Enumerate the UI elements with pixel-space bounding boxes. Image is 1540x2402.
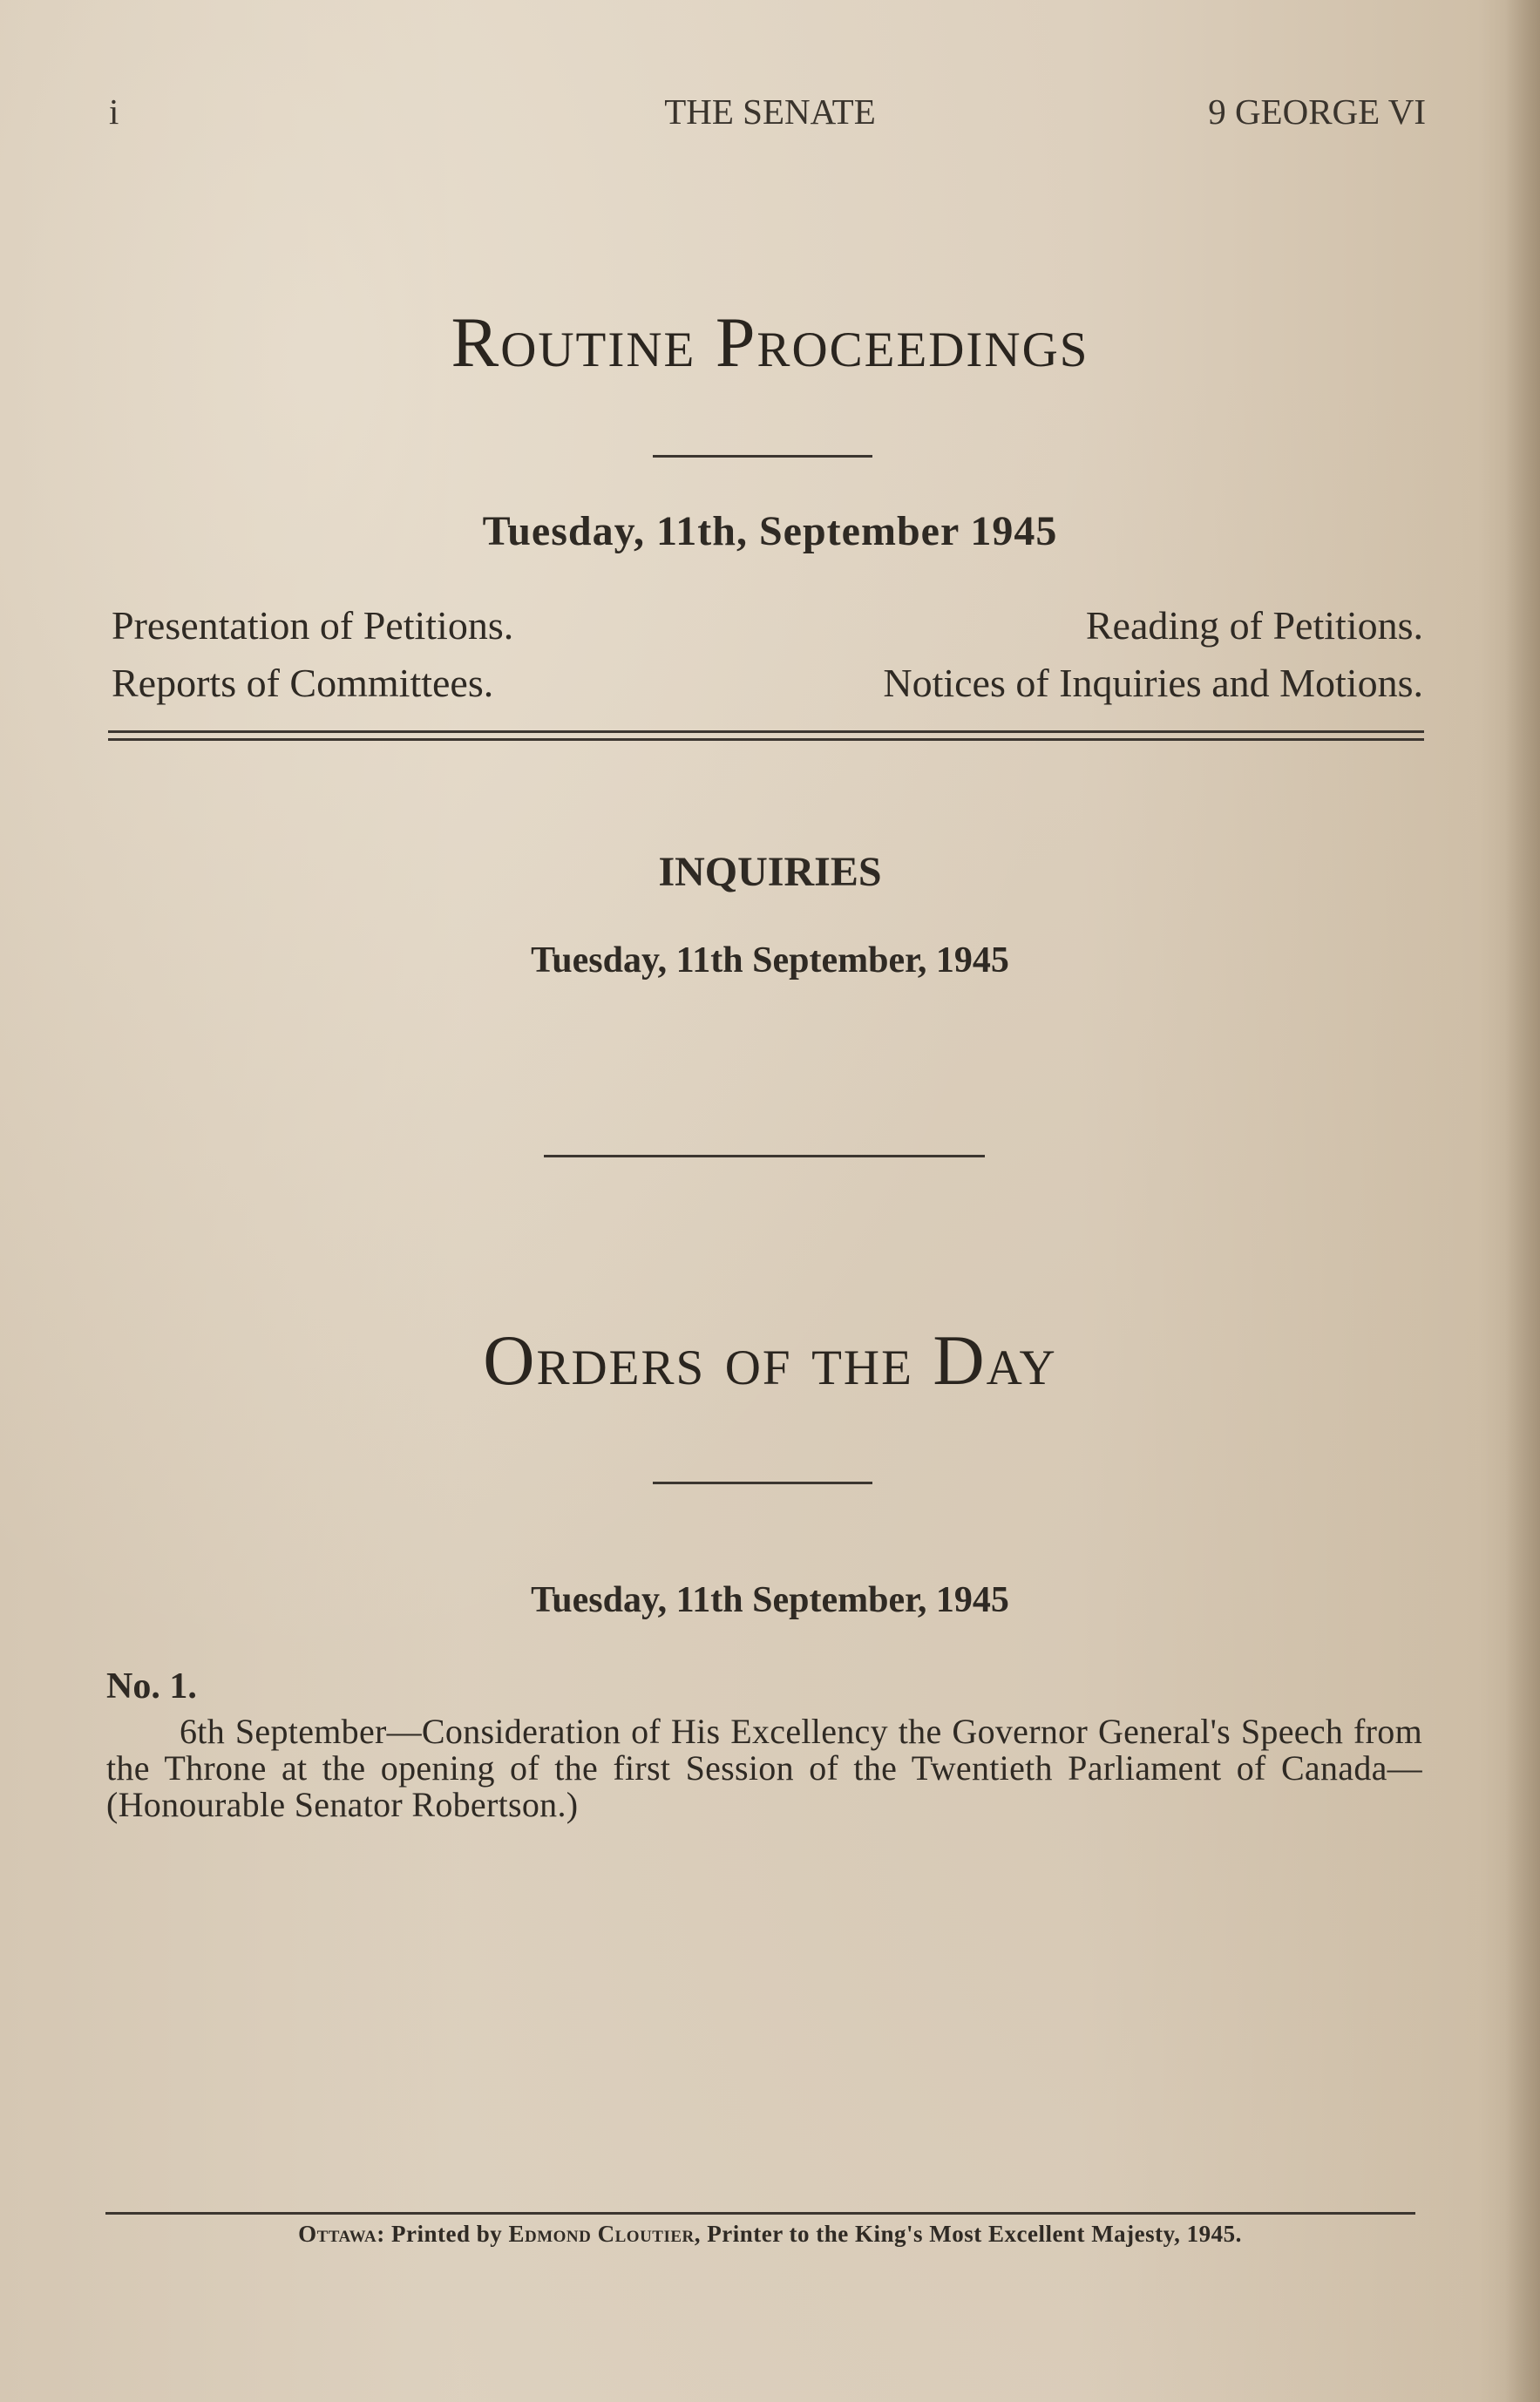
running-header-title: THE SENATE <box>664 92 876 132</box>
imprint-rest: , Printer to the King's Most Excellent Majesty, 1945. <box>694 2221 1242 2247</box>
section-divider <box>544 1155 985 1157</box>
orders-date: Tuesday, 11th September, 1945 <box>531 1580 1009 1620</box>
imprint-printed-by: : Printed by <box>377 2221 509 2247</box>
orders-of-the-day-title: Orders of the Day <box>483 1320 1057 1400</box>
title-divider <box>653 455 872 458</box>
routine-item-reading-of-petitions: Reading of Petitions. <box>1085 603 1423 648</box>
order-number: No. 1. <box>106 1666 197 1707</box>
imprint-printer-name: Edmond Cloutier <box>508 2221 695 2247</box>
title-divider <box>653 1482 872 1484</box>
footer-rule <box>105 2212 1415 2215</box>
inquiries-heading: INQUIRIES <box>658 849 882 895</box>
routine-item-notices-of-inquiries: Notices of Inquiries and Motions. <box>883 661 1423 705</box>
page-edge-shadow <box>1505 0 1540 2402</box>
running-header-regnal-year: 9 GEORGE VI <box>1208 92 1426 132</box>
imprint-city: Ottawa <box>298 2221 377 2247</box>
order-text: 6th September—Consideration of His Excellency the Governor General's Speech from the Throne at the opening of the first Session of the Twentieth Parliament of Canada—(Honourable Senator Robertson.) <box>106 1712 1422 1824</box>
routine-proceedings-date: Tuesday, 11th, September 1945 <box>482 508 1058 554</box>
routine-proceedings-title: Routine Proceedings <box>451 302 1089 382</box>
section-double-rule <box>108 730 1424 741</box>
page-number: i <box>109 92 119 132</box>
printer-imprint <box>0 2222 1540 2246</box>
routine-item-reports-of-committees: Reports of Committees. <box>112 661 494 705</box>
inquiries-date: Tuesday, 11th September, 1945 <box>531 940 1009 980</box>
routine-item-presentation-of-petitions: Presentation of Petitions. <box>112 603 514 648</box>
